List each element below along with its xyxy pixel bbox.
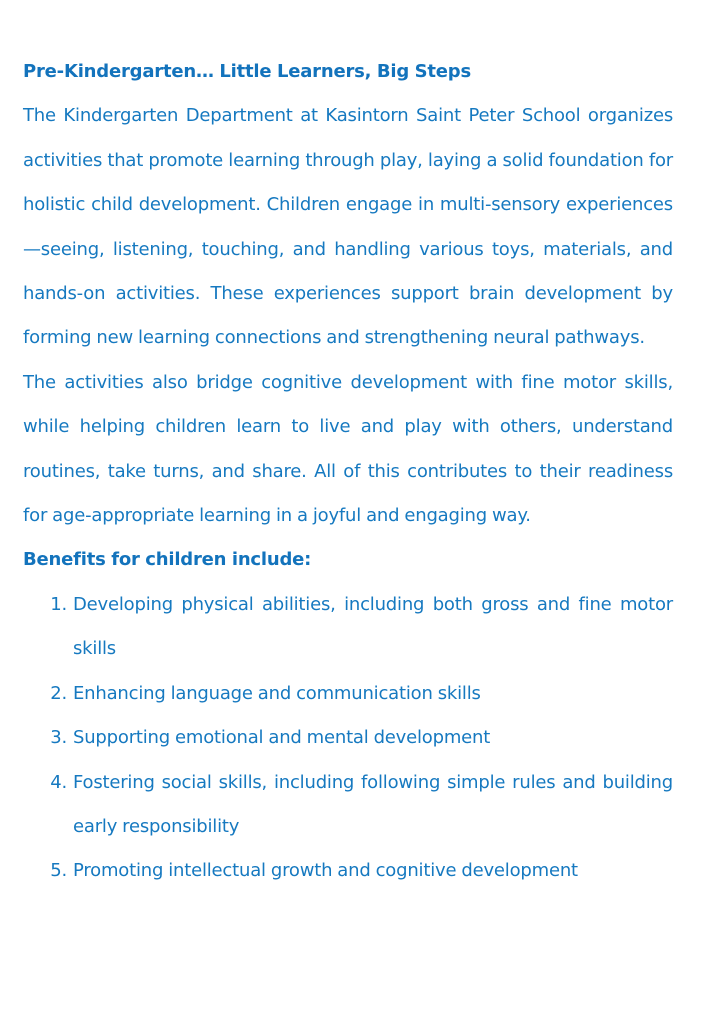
benefit-text: Supporting emotional and mental development <box>73 727 491 749</box>
intro-paragraph: The Kindergarten Department at Kasintorn Saint Peter School organizes activities that promote learning through play, laying a solid foundation for holistic child development. Children engage in multi-sensory experiences—seeing, listening, touching, and handling various toys, materials, and hands-on activities. These experiences support brain development by forming new learning connections and strengthening neural pathways. <box>23 105 673 349</box>
benefit-item <box>50 672 673 716</box>
benefits-heading: Benefits for children include: <box>23 549 312 571</box>
benefit-text: Developing physical abilities, including both gross and fine motor skills <box>73 593 673 660</box>
benefit-item <box>50 761 673 850</box>
benefit-text: Enhancing language and communication skills <box>73 682 481 704</box>
benefit-item <box>50 716 673 760</box>
benefit-item <box>50 849 673 893</box>
benefits-list <box>23 583 673 894</box>
benefit-text: Fostering social skills, including following simple rules and building early responsibility <box>73 771 673 837</box>
benefit-text: Promoting intellectual growth and cognitive development <box>73 860 578 882</box>
benefit-number: 1. <box>50 593 67 615</box>
benefit-number: 3. <box>50 727 67 749</box>
article-title: Pre-Kindergarten… Little Learners, Big Steps <box>23 61 471 82</box>
activities-paragraph: The activities also bridge cognitive development with fine motor skills, while helping children learn to live and play with others, understand routines, take turns, and share. All of this contributes to their readiness for age-appropriate learning in a joyful and engaging way. <box>23 371 673 527</box>
benefit-number: 2. <box>50 682 67 704</box>
article-body <box>23 50 673 894</box>
benefit-number: 5. <box>50 860 67 882</box>
benefit-number: 4. <box>50 771 67 793</box>
benefit-item <box>50 583 673 672</box>
